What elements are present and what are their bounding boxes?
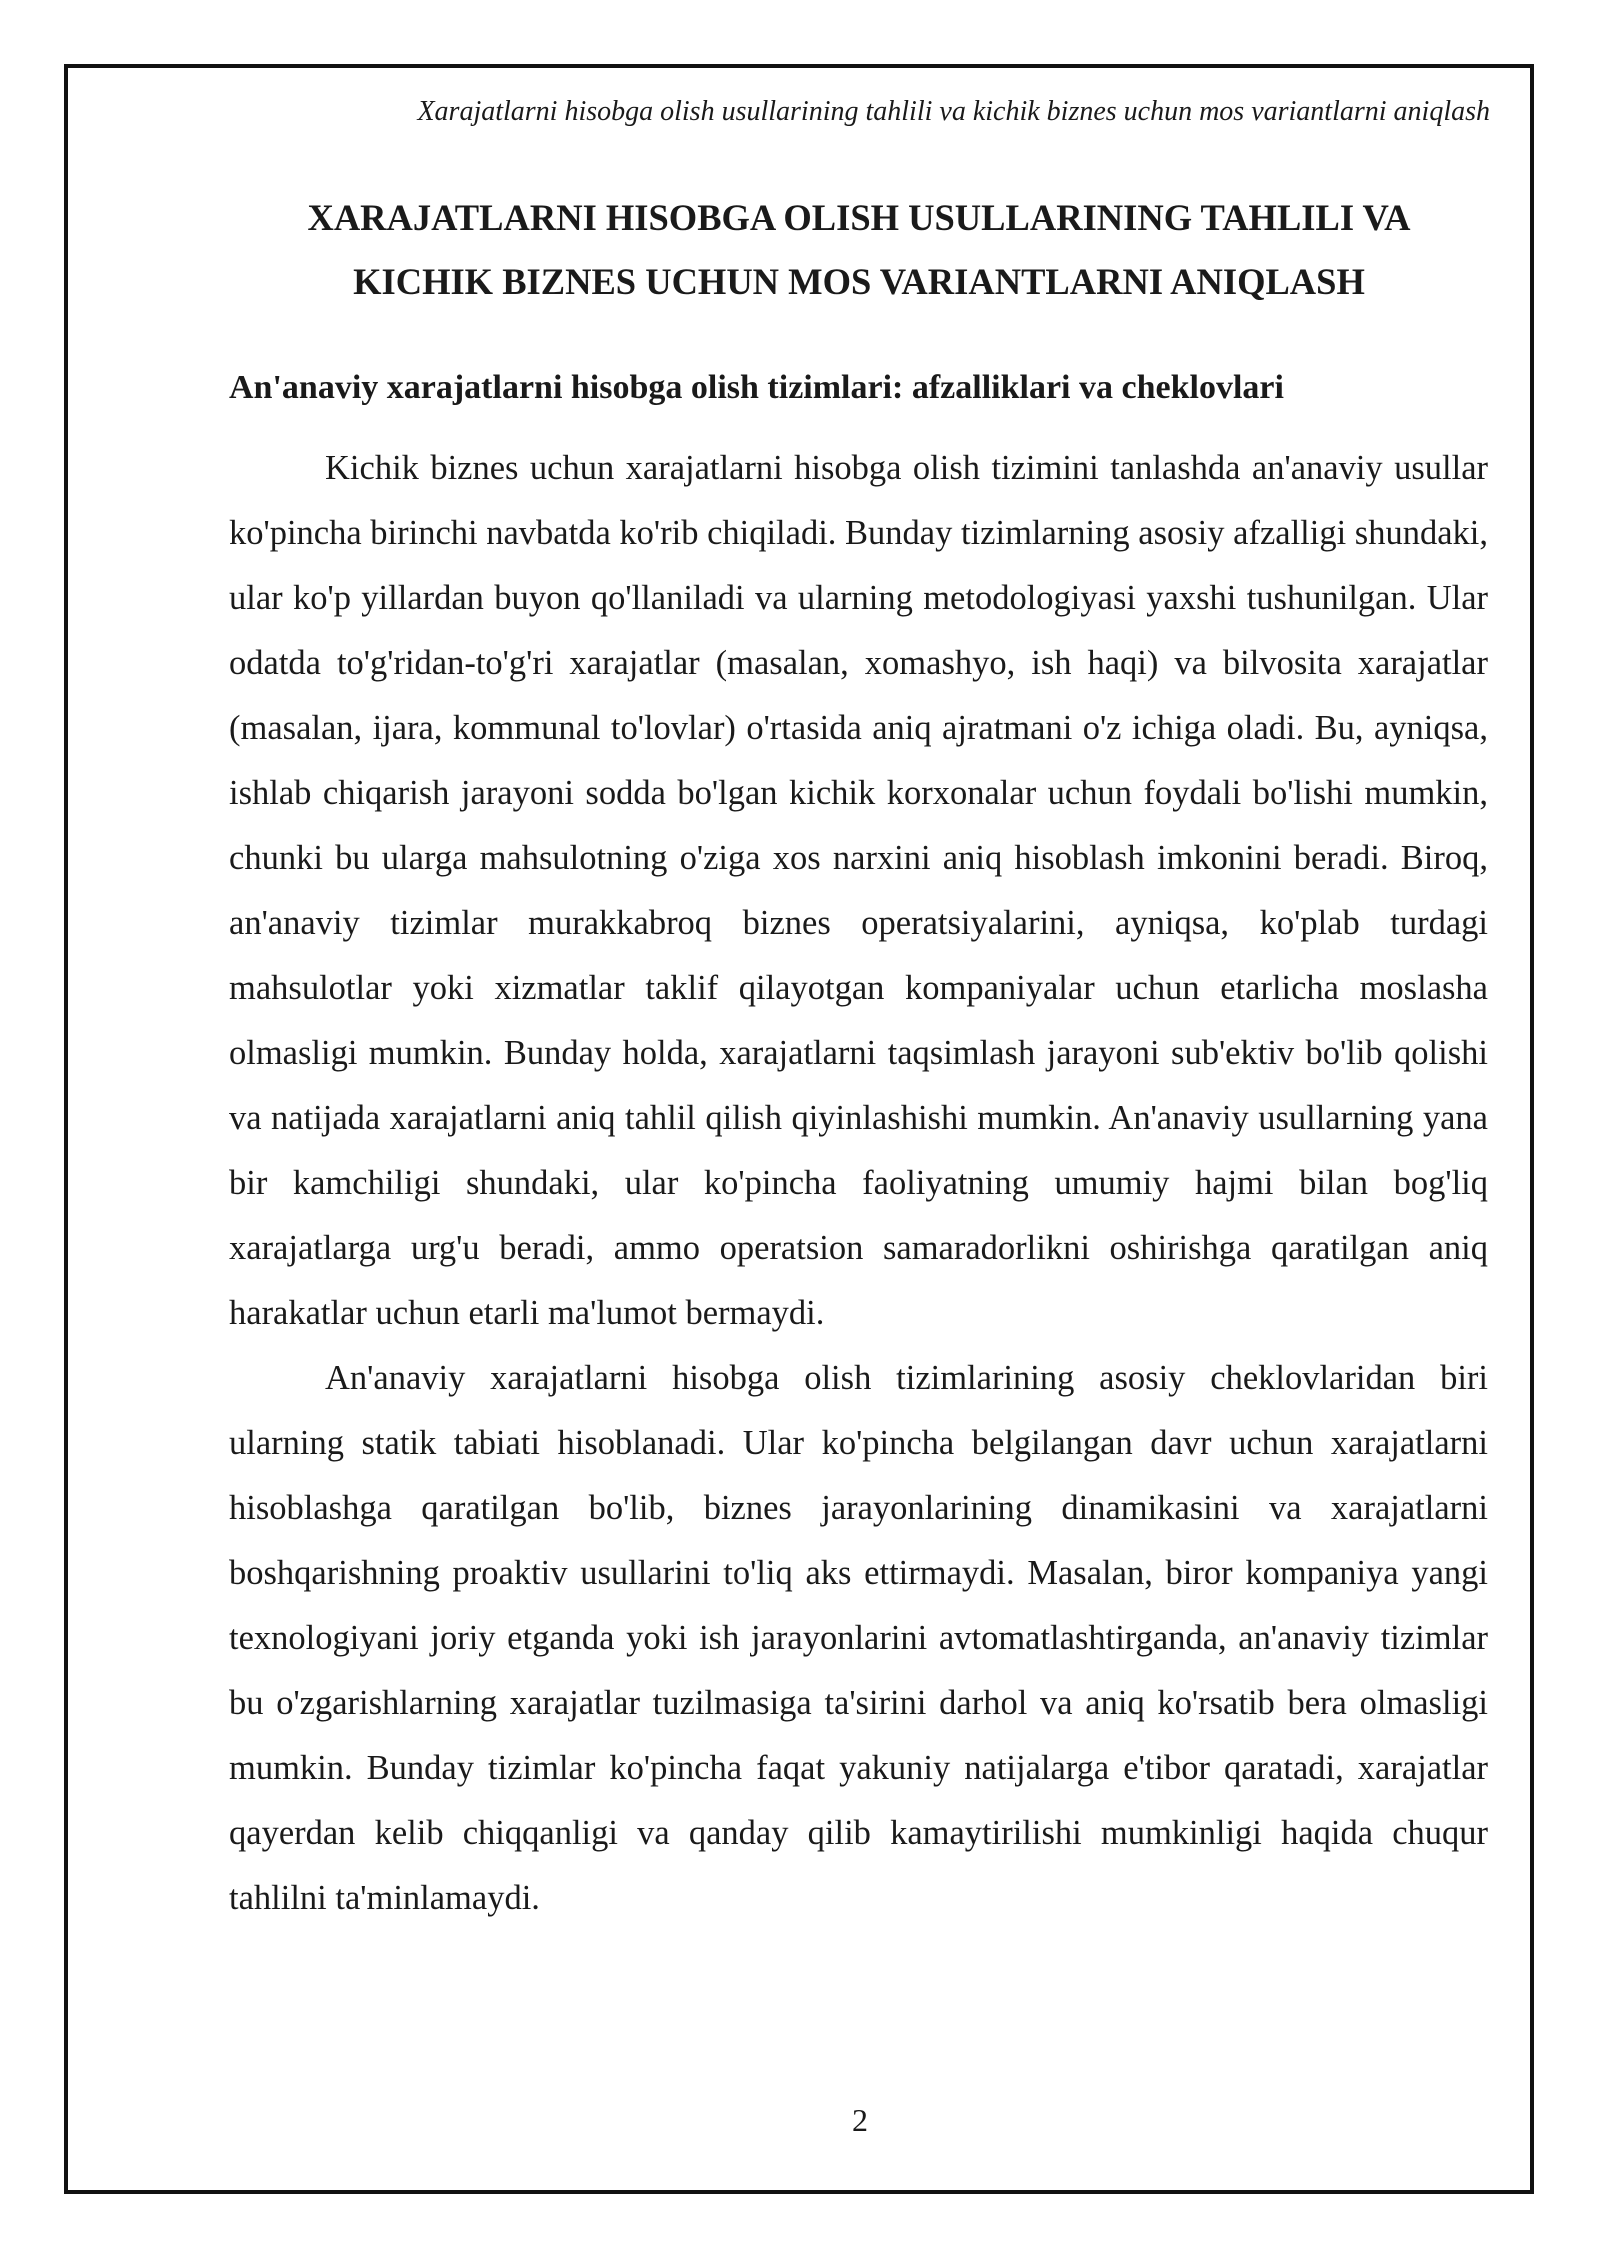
document-title <box>170 186 1548 314</box>
section-heading: An'anaviy xarajatlarni hisobga olish tizimlari: afzalliklari va cheklovlari <box>229 369 1284 406</box>
running-header: Xarajatlarni hisobga olish usullarining tahlili va kichik biznes uchun mos variantlarni aniqlash <box>417 96 1490 127</box>
title-line-2: KICHIK BIZNES UCHUN MOS VARIANTLARNI ANIQLASH <box>353 261 1365 302</box>
paragraph: An'anaviy xarajatlarni hisobga olish tizimlarining asosiy cheklovlaridan biri ularning statik tabiati hisoblanadi. Ular ko'pincha belgilangan davr uchun xarajatlarni hisoblashga qaratilgan bo'lib, biznes jarayonlarining dinamikasini va xarajatlarni boshqarishning proaktiv usullarini to'liq aks ettirmaydi. Masalan, biror kompaniya yangi texnologiyani joriy etganda yoki ish jarayonlarini avtomatlashtirganda, an'anaviy tizimlar bu o'zgarishlarning xarajatlar tuzilmasiga ta'sirini darhol va aniq ko'rsatib bera olmasligi mumkin. Bunday tizimlar ko'pincha faqat yakuniy natijalarga e'tibor qaratadi, xarajatlar qayerdan kelib chiqqanligi va qanday qilib kamaytirilishi mumkinligi haqida chuqur tahlilni ta'minlamaydi. <box>229 1359 1488 1917</box>
body-text <box>229 436 1488 1931</box>
paragraph: Kichik biznes uchun xarajatlarni hisobga olish tizimini tanlashda an'anaviy usullar ko'pincha birinchi navbatda ko'rib chiqiladi. Bunday tizimlarning asosiy afzalligi shundaki, ular ko'p yillardan buyon qo'llaniladi va ularning metodologiyasi yaxshi tushunilgan. Ular odatda to'g'ridan-to'g'ri xarajatlar (masalan, xomashyo, ish haqi) va bilvosita xarajatlar (masalan, ijara, kommunal to'lovlar) o'rtasida aniq ajratmani o'z ichiga oladi. Bu, ayniqsa, ishlab chiqarish jarayoni sodda bo'lgan kichik korxonalar uchun foydali bo'lishi mumkin, chunki bu ularga mahsulotning o'ziga xos narxini aniq hisoblash imkonini beradi. Biroq, an'anaviy tizimlar murakkabroq biznes operatsiyalarini, ayniqsa, ko'plab turdagi mahsulotlar yoki xizmatlar taklif qilayotgan kompaniyalar uchun etarlicha moslasha olmasligi mumkin. Bunday holda, xarajatlarni taqsimlash jarayoni sub'ektiv bo'lib qolishi va natijada xarajatlarni aniq tahlil qilish qiyinlashishi mumkin. An'anaviy usullarning yana bir kamchiligi shundaki, ular ko'pincha faoliyatning umumiy hajmi bilan bog'liq xarajatlarga urg'u beradi, ammo operatsion samaradorlikni oshirishga qaratilgan aniq harakatlar uchun etarli ma'lumot bermaydi. <box>229 449 1488 1332</box>
title-line-1: XARAJATLARNI HISOBGA OLISH USULLARINING TAHLILI VA <box>307 197 1411 238</box>
page-number: 2 <box>852 2102 868 2138</box>
